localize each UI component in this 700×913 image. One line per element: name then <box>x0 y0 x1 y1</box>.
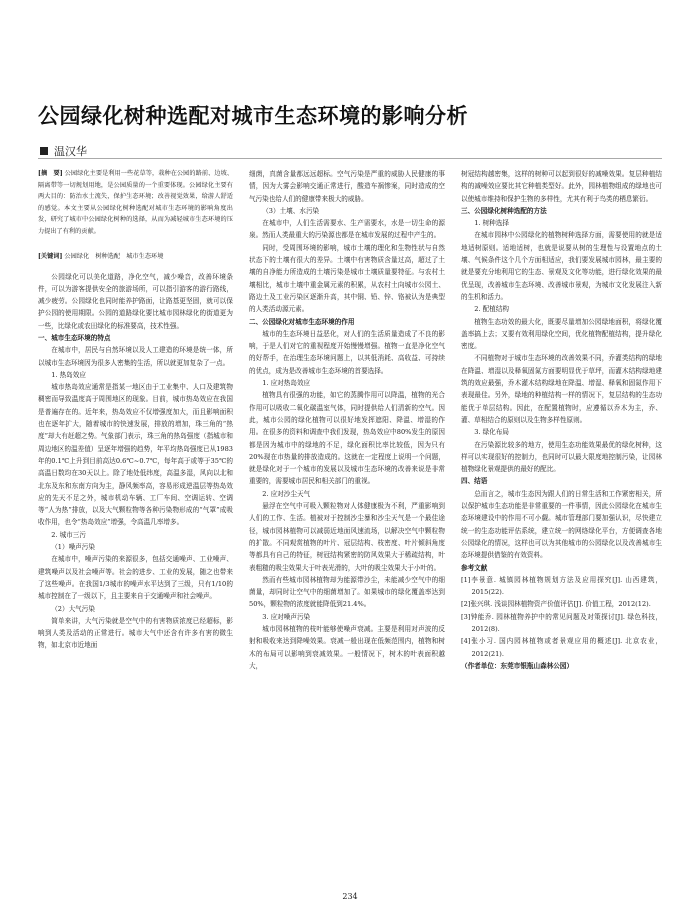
paragraph: 城市园林植物的枝叶能够使噪声衰减。主要是利用对声波的反射和吸收来达到降噪效果。衰减一般出现在低频范围内，植物和树木的布局可以影响到衰减效果。一般情况下，树木的叶表面积越大， <box>249 624 445 670</box>
paragraph: 在城市中，噪声污染的来源很多，包括交通噪声、工业噪声、建筑噪声以及社会噪声等。社会的进步、工业的发展，随之也带来了这些噪声。在我国1/3城市的噪声水平达到了三级，只有1/10的城市控制在了一级以下，且主要来自于交通噪声和社会噪声。 <box>38 555 233 601</box>
author-affiliation: （作者单位：东莞市银瓶山森林公园） <box>461 661 574 670</box>
subsection-heading: 1. 应对热岛效应 <box>262 379 311 388</box>
reference-text: 钟能乔. 园林植物养护中的常见问题及对策探讨[J]. 绿色科技，2012(8). <box>470 612 662 633</box>
paragraph: 悬浮在空气中可吸入颗粒物对人体健康极为不利，严重影响到人们的工作、生活。植被对于控制沙尘暴和沙尘天气是一个最佳途径，城市园林植物可以减弱近地面风速流场，以解决空气中颗粒物的扩散。不同观赏植物的叶片、冠层结构、枝密度、叶片倾斜角度等都具有自己的特征，树冠结构紧密的防风效果大于稀疏结构，叶表粗糙的吸尘效果大于叶表光滑的，大叶的吸尘效果大于小叶的。 <box>249 502 445 572</box>
paragraph: 在污染源比较多的地方，使用生态功能效果最优的绿化树种，这样可以实现很好的控制力，也同时可以最大限度地控制污染，让园林植物绿化景观提供的最好的配比。 <box>461 440 662 474</box>
paragraph: 植物生态功效的最大化，既要尽量增加公园绿地面积，将绿化覆盖率搞上去；又要有效利用绿化空间，优化植物配植结构，提升绿化密度。 <box>461 317 662 351</box>
subsection-heading: 3. 绿化布局 <box>474 428 509 437</box>
abstract <box>38 168 233 237</box>
paragraph: 树冠结构越密集，这样的树种可以起到很好的减噪效果。复层种植结构的减噪效应要比其它种植类型好。此外，园林植物组成的绿地也可以使城市维持和保护生物的多样性，尤其有利于鸟类的栖息繁衍。 <box>461 170 662 203</box>
reference-number: [4] <box>461 637 471 646</box>
paragraph: 城市的生态环境日益恶化，对人们的生活质量造成了不良的影响，于是人们对它的重视程度开始慢慢增强。植物一直是净化空气的好帮手，在治理生态环境问题上，以其低消耗、高收益、可持续的优点，成为是改善城市生态环境的首要选择。 <box>249 329 445 375</box>
paragraph: 总而言之，城市生态因为跟人们的日常生活和工作紧密相关，所以保护城市生态功能是非常重要的一件事情，因此公园绿化在城市生态环境建设中的作用不可小觑。城市管理部门要加强认识，尽快建立统一的生态功能评估系统，建立统一的网络绿化平台，方便调查各地公园绿化的情况，这样也可以为其他城市的公园绿化以及改善城市生态环境提供借鉴的有效资料。 <box>461 489 662 560</box>
column-2 <box>249 168 445 672</box>
reference-text: 张小习. 国内园林植物或者景观应用的概述[J]. 北京农业，2012(21). <box>470 637 662 658</box>
subsection-heading: 1. 热岛效应 <box>51 370 86 379</box>
keywords-label: [关键词] <box>38 253 63 260</box>
author-line <box>40 143 87 159</box>
author-name: 温汉华 <box>54 145 87 158</box>
paragraph: 在城市园林中公园绿化的植物树种选择方面，需要使用的就是适地适树原则。适地适树，也就是说要从树的生理性与设置地点的土壤、气候条件这个几个方面相适应，我们要发展城市园林，最主要的就是要充分地利用它的生态、景观及文化等功能，进行绿化效果的最优呈现，改善城市生态环境、改善城市景观，为城市文化发展注入新的生机和活力。 <box>461 231 662 301</box>
column-1 <box>38 168 233 652</box>
subsection-heading: （2）大气污染 <box>51 604 95 613</box>
reference-text: 李景意. 城镇园林植物规划方法及应用探究[J]. 山西建筑，2015(22). <box>470 575 662 597</box>
subsection-heading: 3. 应对噪声污染 <box>262 612 311 621</box>
paragraph: 然而有些城市园林植物却为能源带沙尘，未能减少空气中的细菌量，却同时让空气中的细菌增加了。如果城市的绿化覆盖率达到50%，颗粒物的浓度就能降低到21.4%。 <box>249 575 445 609</box>
reference-number: [2] <box>461 600 471 609</box>
paragraph: 在城市中，人们生活需要水、生产需要水，水是一切生命的源泉。然而人类最重大的污染源也都是在城市发展的过程中产生的。 <box>249 219 445 240</box>
square-bullet-icon <box>40 147 48 155</box>
paragraph: 城市热岛效应通常是指某一地区由于工业集中、人口及建筑物稠密而导致温度高于周围地区的现象。目前，城市热岛效应在我国是普遍存在的。近年来，热岛效应不仅增强度加大，而且影响面积也在逐年扩大，随着城市的快速发展，排放的增加，珠三角的“热度”却大有赶超之势。气象部门表示，珠三角的热岛强度（指城市和周边地区的温差值）呈逐年增强的趋势，年平均热岛强度已从1983年的0.1℃上升到目前高达0.6℃~0.7℃，每年高于或等于35℃的高温日数均在30天以上。除了地处低纬度，高温多湿，风向以北和北东及东和东南方向为主，静风频率高，容易形成逆温层等热岛效应的先天不足之外，城市机动车辆、工厂车间、空调运转、空调等“人为热”排放，以及大气颗粒物等各种污染物形成的“气罩”成吸收作用，也令“热岛效应”增强，令高温几率增多。 <box>38 383 233 527</box>
paragraph: 在城市中，居民与自然环境以及人工建造的环境是统一体，所以城市生态环境因为很多人密集的生活，所以就更加复杂了一点。 <box>38 346 233 367</box>
section-heading: 三、公园绿化树种选配的方法 <box>461 206 547 215</box>
subsection-heading: 1. 树种选择 <box>474 219 509 228</box>
reference-number: [3] <box>461 612 471 621</box>
reference-item <box>461 635 662 660</box>
subsection-heading: 2. 配植结构 <box>474 305 509 314</box>
reference-text: 张兴琪. 浅谈园林植物资产价值评估[J]. 价值工程，2012(12). <box>470 600 651 609</box>
abstract-label: [摘 要] <box>38 170 63 177</box>
paragraph: 公园绿化可以美化道路，净化空气，减少噪音，改善环境条件，可以为游客提供安全的旅游场所，可以指引游客的游行路线，减少疲劳。公园绿化也同时能养护路面，让路基更坚固，就可以保护公园的使用期限。公园的道路绿化要比城市园林绿化的街道更为一些，比绿化或农田绿化的标准要高，技术性强。 <box>38 272 233 330</box>
subsection-heading: 2. 应对沙尘天气 <box>262 489 311 498</box>
subsection-heading: （3）土壤、水污染 <box>262 206 320 215</box>
page-number: 234 <box>342 892 358 901</box>
keywords-text: 公园绿化 树种选配 城市生态环境 <box>64 253 164 260</box>
keywords <box>38 251 233 263</box>
subsection-heading: 2. 城市三污 <box>51 530 86 539</box>
section-heading: 四、结语 <box>461 477 488 486</box>
paragraph: 植物具有很强的功能，如它的蒸腾作用可以降温，植物的光合作用可以吸收二氧化碳温室气体，同时提供给人们清新的空气。因此，城市公园的绿化植物可以很好地发挥遮阳、降温、增湿的作用。在很多的资料和调查中我们发现，热岛效应中80%发生的原因都是因为城市中的绿地的不足，绿化面积比率比较低，因为只有20%现在市热量的排放造成的。这就在一定程度上说明一个问题，就是绿化对于一个城市的发展以及城市生态环境的改善来说是非常重要的，需要城市居民和相关部门的重视。 <box>249 391 445 486</box>
section-heading: 一、城市生态环境的特点 <box>38 333 111 342</box>
paragraph: 不同植物对于城市生态环境的改善效果不同，乔灌类结构的绿地在降温、增湿以及释氧固氮方面要明显优于草坪，而灌木结构绿地建筑的效应最强，乔木灌木结构绿地在降温、增湿、释氧和固氮作用下表现最佳。另外，绿地的种植结构一样的情况下，复层结构的生态功能优于单层结构。因此，在配置植物时，应遵循以乔木为主，乔、灌、草相结合的原则以及生物多样性原则。 <box>461 354 662 424</box>
reference-number: [1] <box>461 575 471 584</box>
reference-item <box>461 611 662 636</box>
title-divider <box>38 158 662 159</box>
section-heading: 二、公园绿化对城市生态环境的作用 <box>249 317 355 326</box>
paragraph: 同时，受周围环境的影响，城市土壤的理化和生物性状与自然状态下的土壤有很大的差异。土壤中有害物质含量过高，超过了土壤的自净能力所造成的土壤污染是城市土壤质量要特征。与农村土壤相比，城市土壤中重金属元素的积累，从农村土向城市公园土、路边土及工业污染区逐渐升高，其中铜、铅、锌、铬被认为是典型的人类活动源元素。 <box>249 243 445 314</box>
subsection-heading: （1）噪声污染 <box>51 543 95 552</box>
references-heading: 参考文献 <box>461 563 488 572</box>
column-3 <box>461 168 662 672</box>
abstract-text: 公园绿化主要是利用一些花草等，栽种在公园的路前、边坡、隔离带等一切规划用地，是公园质量的一个重要体现。公园绿化主要有两大目的：防治水土流失，保护生态环境；改善视觉效果，给游人舒适的感觉。本文主要从公园绿化树种选配对城市生态环境的影响角度出发，研究了城市中公园绿化树种的选择，从而为减轻城市生态环境的压力提出了有利的贡献。 <box>38 170 234 235</box>
paragraph: 简单来讲，大气污染就是空气中的有害物质浓度已经超标，影响到人类及活动的正常进行。城市大气中还含有许多有害的微生物，如北京市近地面 <box>38 616 233 650</box>
paragraph: 细菌，真菌含量都远远超标。空气污染是严重的威胁人民健康的事情，因为大雾会影响交通正常进行，酸造车祸惨案，同时造成的空气污染也给人们的健康带来极大的威胁。 <box>249 170 445 203</box>
reference-item <box>461 598 662 610</box>
reference-item <box>461 574 662 599</box>
article-title: 公园绿化树种选配对城市生态环境的影响分析 <box>38 104 468 128</box>
